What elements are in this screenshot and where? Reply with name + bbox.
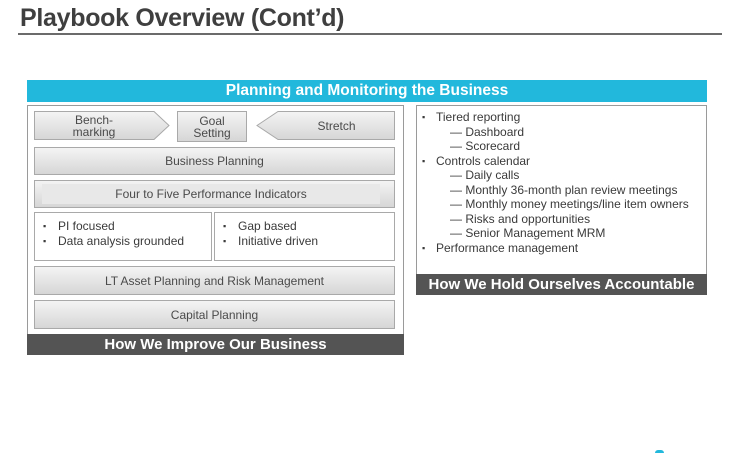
list-item: ▪ Gap based xyxy=(223,219,394,234)
benchmarking-arrow xyxy=(34,111,170,140)
list-item: — Dashboard xyxy=(450,124,525,139)
list-item: ▪ Performance management xyxy=(422,241,689,256)
section-banner: Planning and Monitoring the Business xyxy=(27,80,707,102)
list-item: ▪ Tiered reporting xyxy=(422,110,689,125)
list-item: ▪ PI focused xyxy=(43,219,211,234)
list-item: — Daily calls xyxy=(450,168,520,182)
improve-business-footer: How We Improve Our Business xyxy=(27,334,404,355)
benchmarking-label: Bench- marking xyxy=(72,112,116,139)
stretch-arrow xyxy=(256,111,395,140)
list-item: ▪ Controls calendar xyxy=(422,154,689,169)
list-item: ▪ Data analysis grounded xyxy=(43,234,211,249)
performance-indicators-label: Four to Five Performance Indicators xyxy=(42,184,380,204)
goal-setting-box: Goal Setting xyxy=(177,111,247,142)
accountability-footer: How We Hold Ourselves Accountable xyxy=(416,274,707,295)
list-item: — Risks and opportunities xyxy=(450,211,591,226)
list-item: — Monthly 36-month plan review meetings xyxy=(450,182,678,197)
stretch-label: Stretch xyxy=(317,118,356,133)
list-item: ▪ Initiative driven xyxy=(223,234,394,249)
title-divider xyxy=(18,33,722,35)
page-title: Playbook Overview (Cont’d) xyxy=(20,4,345,32)
business-planning-box: Business Planning xyxy=(34,147,395,175)
pi-focus-bullets xyxy=(34,212,212,261)
list-item: — Senior Management MRM xyxy=(450,226,606,240)
lt-asset-planning-box: LT Asset Planning and Risk Management xyxy=(34,266,395,295)
logo-fragment xyxy=(655,450,664,456)
gap-based-bullets xyxy=(214,212,395,261)
list-item: — Scorecard xyxy=(450,139,521,153)
list-item: — Monthly money meetings/line item owners xyxy=(450,197,689,211)
capital-planning-box: Capital Planning xyxy=(34,300,395,329)
accountability-list xyxy=(422,110,689,255)
